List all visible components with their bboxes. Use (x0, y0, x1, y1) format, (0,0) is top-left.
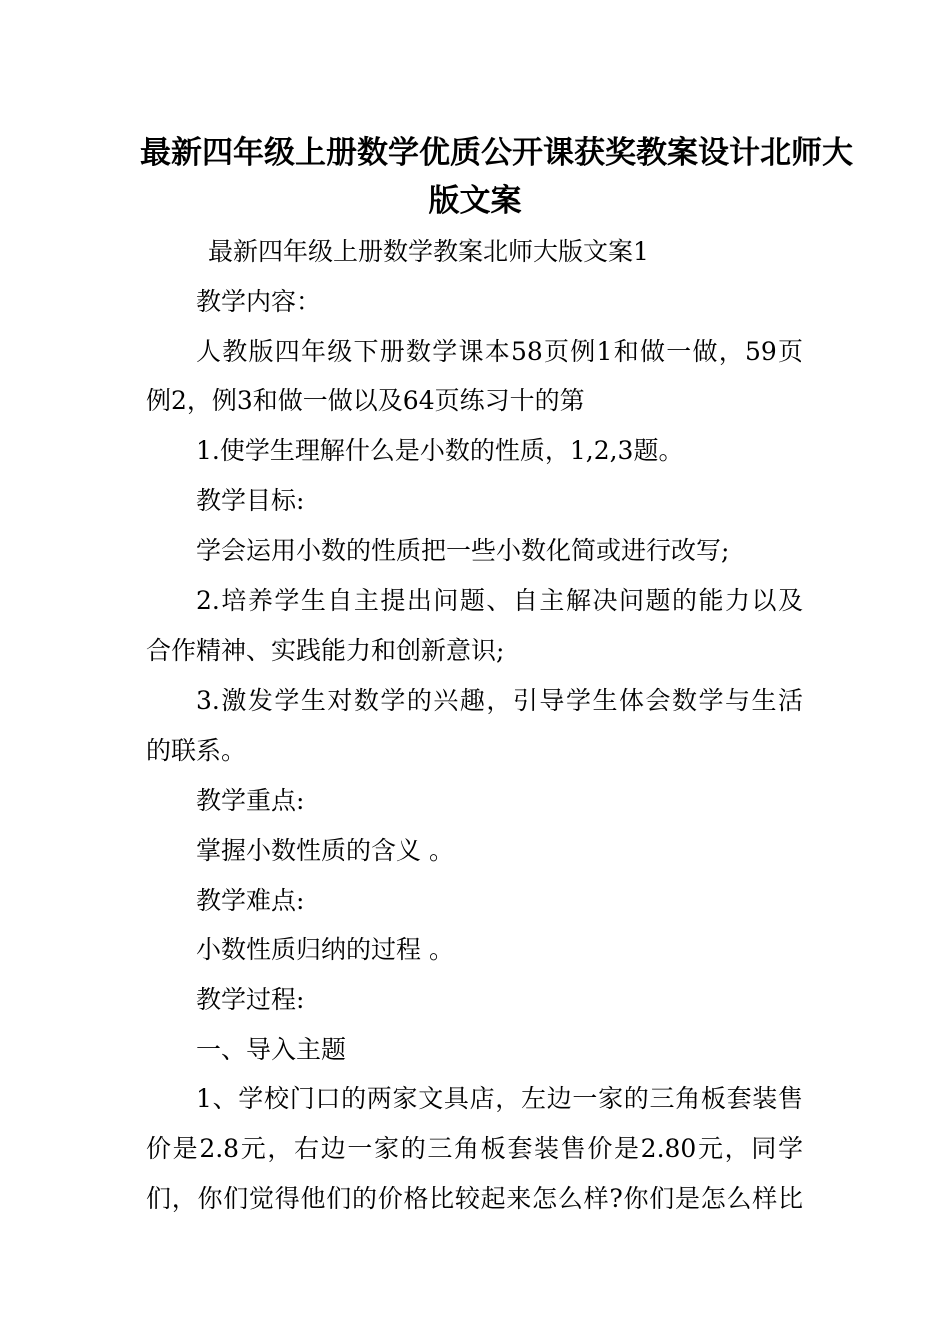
paragraph-line: 1.使学生理解什么是小数的性质，1,2,3题。 (196, 436, 684, 465)
paragraph-line: 例2，例3和做一做以及64页练习十的第 (146, 386, 585, 415)
paragraph-line: 的联系。 (146, 736, 247, 765)
section-heading: 教学难点: (196, 886, 305, 915)
paragraph-line: 2.培养学生自主提出问题、自主解决问题的能力以及 (196, 586, 803, 615)
paragraph-line: 价是2.8元，右边一家的三角板套装售价是2.80元，同学 (146, 1134, 803, 1163)
section-heading: 一、导入主题 (196, 1035, 347, 1064)
section-heading: 教学过程: (196, 985, 305, 1014)
paragraph-line: 3.激发学生对数学的兴趣，引导学生体会数学与生活 (196, 686, 803, 715)
paragraph-line: 学会运用小数的性质把一些小数化简或进行改写; (196, 536, 730, 565)
document-title-line-1: 最新四年级上册数学优质公开课获奖教案设计北师大 (140, 135, 853, 171)
subtitle: 最新四年级上册数学教案北师大版文案1 (208, 237, 649, 266)
paragraph-line: 1、学校门口的两家文具店，左边一家的三角板套装售 (196, 1084, 803, 1113)
section-heading: 教学内容： (196, 287, 322, 316)
paragraph-line: 小数性质归纳的过程 。 (196, 935, 454, 964)
document-title-line-2: 版文案 (428, 183, 522, 219)
paragraph-line: 掌握小数性质的含义 。 (196, 836, 454, 865)
section-heading: 教学重点: (196, 786, 305, 815)
paragraph-line: 人教版四年级下册数学课本58页例1和做一做，59页 (196, 337, 803, 366)
section-heading: 教学目标: (196, 486, 305, 515)
paragraph-line: 合作精神、实践能力和创新意识; (146, 636, 505, 665)
paragraph-line: 们，你们觉得他们的价格比较起来怎么样?你们是怎么样比 (146, 1184, 803, 1213)
